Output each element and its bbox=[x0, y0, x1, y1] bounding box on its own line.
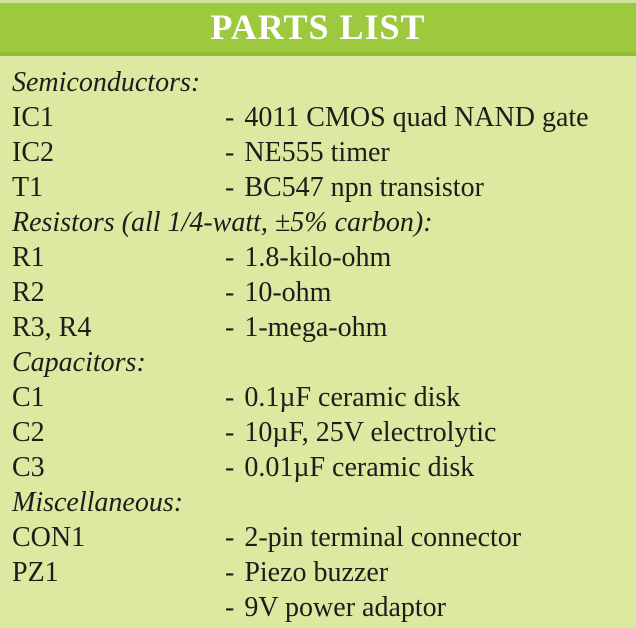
part-description: 0.1µF ceramic disk bbox=[244, 382, 461, 413]
part-description: 9V power adaptor bbox=[244, 592, 446, 623]
dash-separator: - bbox=[225, 452, 235, 483]
dash-separator: - bbox=[225, 417, 235, 448]
part-row bbox=[12, 310, 630, 345]
parts-list-header bbox=[0, 3, 636, 56]
dash-separator: - bbox=[225, 592, 235, 623]
part-row bbox=[12, 450, 630, 485]
part-row bbox=[12, 415, 630, 450]
part-label: R2 bbox=[12, 277, 45, 308]
parts-list-body bbox=[0, 56, 636, 628]
part-description: 0.01µF ceramic disk bbox=[244, 452, 475, 483]
part-description: BC547 npn transistor bbox=[244, 172, 484, 203]
dash-separator: - bbox=[225, 137, 235, 168]
section-heading: Miscellaneous: bbox=[12, 487, 184, 518]
parts-list-title: PARTS LIST bbox=[210, 7, 426, 47]
part-row bbox=[12, 240, 630, 275]
dash-separator: - bbox=[225, 522, 235, 553]
dash-separator: - bbox=[225, 242, 235, 273]
part-description: 1.8-kilo-ohm bbox=[244, 242, 392, 273]
part-label bbox=[12, 590, 225, 625]
section-heading: Resistors (all 1/4-watt, ±5% carbon): bbox=[12, 207, 433, 238]
part-label: IC2 bbox=[12, 137, 54, 168]
part-row bbox=[12, 555, 630, 590]
part-label: R1 bbox=[12, 242, 45, 273]
dash-separator: - bbox=[225, 382, 235, 413]
part-row bbox=[12, 380, 630, 415]
part-description: 10µF, 25V electrolytic bbox=[244, 417, 497, 448]
part-label: T1 bbox=[12, 172, 44, 203]
dash-separator: - bbox=[225, 277, 235, 308]
part-label: CON1 bbox=[12, 522, 86, 553]
dash-separator: - bbox=[225, 557, 235, 588]
dash-separator: - bbox=[225, 312, 235, 343]
part-row bbox=[12, 590, 630, 625]
part-description: 2-pin terminal connector bbox=[244, 522, 522, 553]
part-row bbox=[12, 275, 630, 310]
part-label: PZ1 bbox=[12, 557, 59, 588]
part-description: 1-mega-ohm bbox=[244, 312, 388, 343]
section-heading: Capacitors: bbox=[12, 347, 146, 378]
part-row bbox=[12, 100, 630, 135]
part-label: C3 bbox=[12, 452, 45, 483]
dash-separator: - bbox=[225, 172, 235, 203]
part-row bbox=[12, 520, 630, 555]
part-label: IC1 bbox=[12, 102, 54, 133]
section-heading: Semiconductors: bbox=[12, 67, 201, 98]
part-description: 4011 CMOS quad NAND gate bbox=[244, 102, 589, 133]
part-label: C2 bbox=[12, 417, 45, 448]
part-row bbox=[12, 135, 630, 170]
part-description: Piezo buzzer bbox=[244, 557, 389, 588]
part-row bbox=[12, 170, 630, 205]
dash-separator: - bbox=[225, 102, 235, 133]
part-label: R3, R4 bbox=[12, 312, 92, 343]
part-label: C1 bbox=[12, 382, 45, 413]
part-description: NE555 timer bbox=[244, 137, 390, 168]
part-description: 10-ohm bbox=[244, 277, 332, 308]
